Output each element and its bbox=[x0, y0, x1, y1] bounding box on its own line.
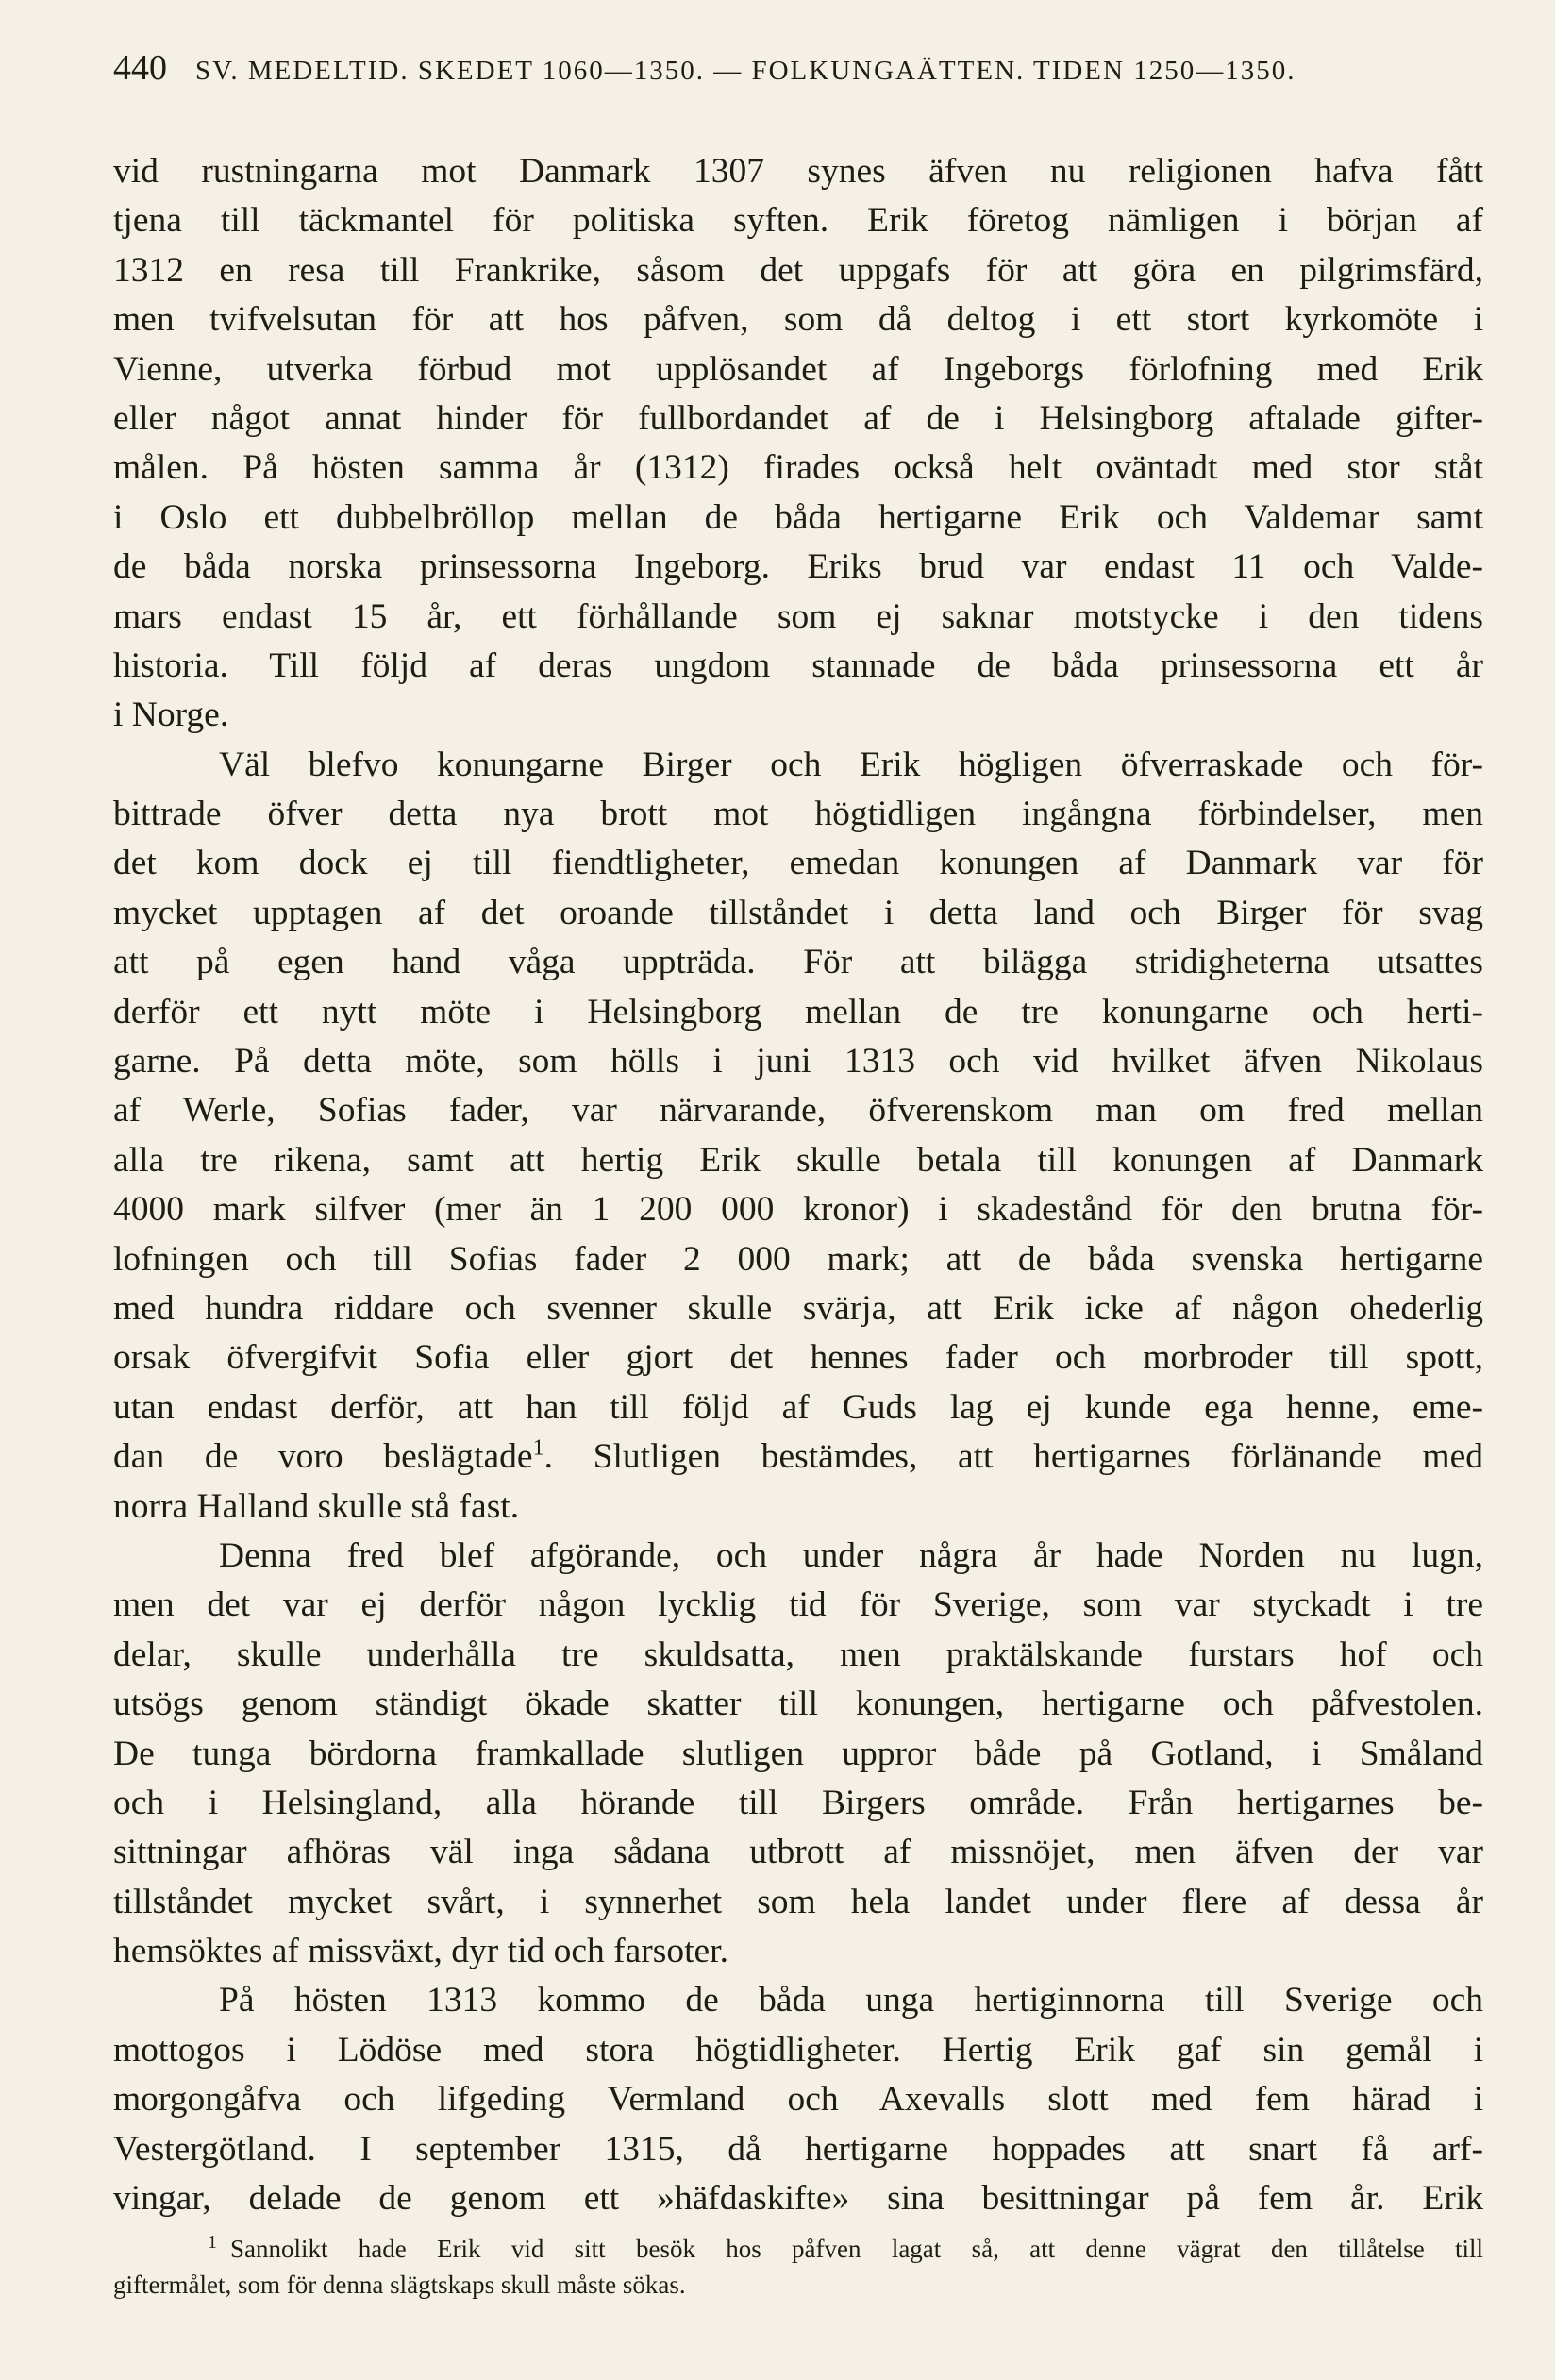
text-line: det kom dock ej till fiendtligheter, emedan konungen af Danmark var för bbox=[113, 844, 1483, 883]
text-line: de båda norska prinsessorna Ingeborg. Eriks brud var endast 11 och Valde- bbox=[113, 547, 1483, 587]
footnote-line: giftermålet, som för denna slägtskaps skull måste sökas. bbox=[113, 2271, 686, 2300]
text-line: norra Halland skulle stå fast. bbox=[113, 1486, 520, 1526]
text-line: vingar, delade de genom ett »häfdaskifte» sina besittningar på fem år. Erik bbox=[113, 2179, 1483, 2219]
text-line: tjena till täckmantel för politiska syften. Erik företog nämligen i början af bbox=[113, 201, 1483, 241]
text-line: lofningen och till Sofias fader 2 000 mark; att de båda svenska hertigarne bbox=[113, 1239, 1483, 1279]
text-line: morgongåfva och lifgeding Vermland och Axevalls slott med fem härad i bbox=[113, 2080, 1483, 2120]
text-line: i Oslo ett dubbelbröllop mellan de båda hertigarne Erik och Valdemar samt bbox=[113, 497, 1483, 537]
text-line: utsögs genom ständigt ökade skatter till konungen, hertigarne och påfvestolen. bbox=[113, 1684, 1483, 1724]
text-line: 4000 mark silfver (mer än 1 200 000 kronor) i skadestånd för den brutna för- bbox=[113, 1190, 1483, 1230]
text-line: i Norge. bbox=[113, 696, 229, 735]
text-line: mycket upptagen af det oroande tillståndet i detta land och Birger för svag bbox=[113, 893, 1483, 932]
text-line: med hundra riddare och svenner skulle svärja, att Erik icke af någon ohederlig bbox=[113, 1288, 1483, 1328]
text-line: Vienne, utverka förbud mot upplösandet af Ingeborgs förlofning med Erik bbox=[113, 349, 1483, 389]
footnote-mark: 1 bbox=[208, 2232, 217, 2254]
footnote-line bbox=[113, 2231, 1483, 2267]
text-line: mottogos i Lödöse med stora högtidligheter. Hertig Erik gaf sin gemål i bbox=[113, 2030, 1483, 2070]
running-head bbox=[113, 47, 1483, 94]
text-line: af Werle, Sofias fader, var närvarande, öfverenskom man om fred mellan bbox=[113, 1091, 1483, 1131]
footnote-text: Sannolikt hade Erik vid sitt besök hos påfven lagat så, att denne vägrat den tillåtelse till bbox=[230, 2235, 1483, 2264]
text-line: och i Helsingland, alla hörande till Birgers område. Från hertigarnes be- bbox=[113, 1783, 1483, 1822]
book-page bbox=[113, 47, 1483, 2303]
running-head-title: SV. MEDELTID. SKEDET 1060—1350. — FOLKUNGAÄTTEN. TIDEN 1250—1350. bbox=[195, 56, 1296, 86]
text-line: Vestergötland. I september 1315, då hertigarne hoppades att snart få arf- bbox=[113, 2129, 1483, 2169]
text-line: men det var ej derför någon lycklig tid för Sverige, som var styckadt i tre bbox=[113, 1585, 1483, 1625]
text-line: bittrade öfver detta nya brott mot högtidligen ingångna förbindelser, men bbox=[113, 795, 1483, 834]
text-line: tillståndet mycket svårt, i synnerhet som hela landet under flere af dessa år bbox=[113, 1882, 1483, 1921]
text-line: På hösten 1313 kommo de båda unga hertiginnorna till Sverige och bbox=[219, 1981, 1483, 2020]
text-line: delar, skulle underhålla tre skuldsatta, men praktälskande furstars hof och bbox=[113, 1634, 1483, 1674]
text-line: mars endast 15 år, ett förhållande som ej saknar motstycke i den tidens bbox=[113, 596, 1483, 636]
text-line: vid rustningarna mot Danmark 1307 synes äfven nu religionen hafva fått bbox=[113, 152, 1483, 191]
text-line: målen. På hösten samma år (1312) firades också helt oväntadt med stor ståt bbox=[113, 448, 1483, 488]
text-line: men tvifvelsutan för att hos påfven, som då deltog i ett stort kyrkomöte i bbox=[113, 300, 1483, 340]
text-line: utan endast derför, att han till följd af Guds lag ej kunde ega henne, eme- bbox=[113, 1387, 1483, 1427]
text-line: sittningar afhöras väl inga sådana utbrott af missnöjet, men äfven der var bbox=[113, 1833, 1483, 1872]
paragraph-2 bbox=[113, 741, 1483, 1532]
text-line: derför ett nytt möte i Helsingborg mellan de tre konungarne och herti- bbox=[113, 992, 1483, 1031]
text-line: De tunga bördorna framkallade slutligen uppror både på Gotland, i Småland bbox=[113, 1734, 1483, 1773]
paragraph-1 bbox=[113, 147, 1483, 741]
text-line-with-footnote-ref bbox=[113, 1433, 1483, 1482]
text-segment: . Slutligen bestämdes, att hertigarnes förlänande med bbox=[543, 1437, 1483, 1477]
text-line: Väl blefvo konungarne Birger och Erik högligen öfverraskade och för- bbox=[219, 745, 1483, 784]
text-line: att på egen hand våga uppträda. För att bilägga stridigheterna utsattes bbox=[113, 943, 1483, 982]
footnote-reference[interactable]: 1 bbox=[532, 1435, 544, 1461]
text-line: eller något annat hinder för fullbordandet af de i Helsingborg aftalade gifter- bbox=[113, 398, 1483, 438]
text-line: orsak öfvergifvit Sofia eller gjort det hennes fader och morbroder till spott, bbox=[113, 1338, 1483, 1378]
text-line: hemsöktes af missväxt, dyr tid och farsoter. bbox=[113, 1932, 728, 1971]
text-line: 1312 en resa till Frankrike, såsom det uppgafs för att göra en pilgrimsfärd, bbox=[113, 250, 1483, 290]
footnotes bbox=[113, 2231, 1483, 2303]
paragraph-4 bbox=[113, 1976, 1483, 2223]
paragraph-3 bbox=[113, 1532, 1483, 1977]
text-line: garne. På detta möte, som hölls i juni 1313 och vid hvilket äfven Nikolaus bbox=[113, 1042, 1483, 1081]
text-segment: dan de voro beslägtade bbox=[113, 1437, 533, 1477]
page-number: 440 bbox=[113, 48, 167, 88]
text-line: alla tre rikena, samt att hertig Erik skulle betala till konungen af Danmark bbox=[113, 1140, 1483, 1180]
text-line: historia. Till följd af deras ungdom stannade de båda prinsessorna ett år bbox=[113, 645, 1483, 685]
text-line: Denna fred blef afgörande, och under några år hade Norden nu lugn, bbox=[219, 1535, 1483, 1575]
